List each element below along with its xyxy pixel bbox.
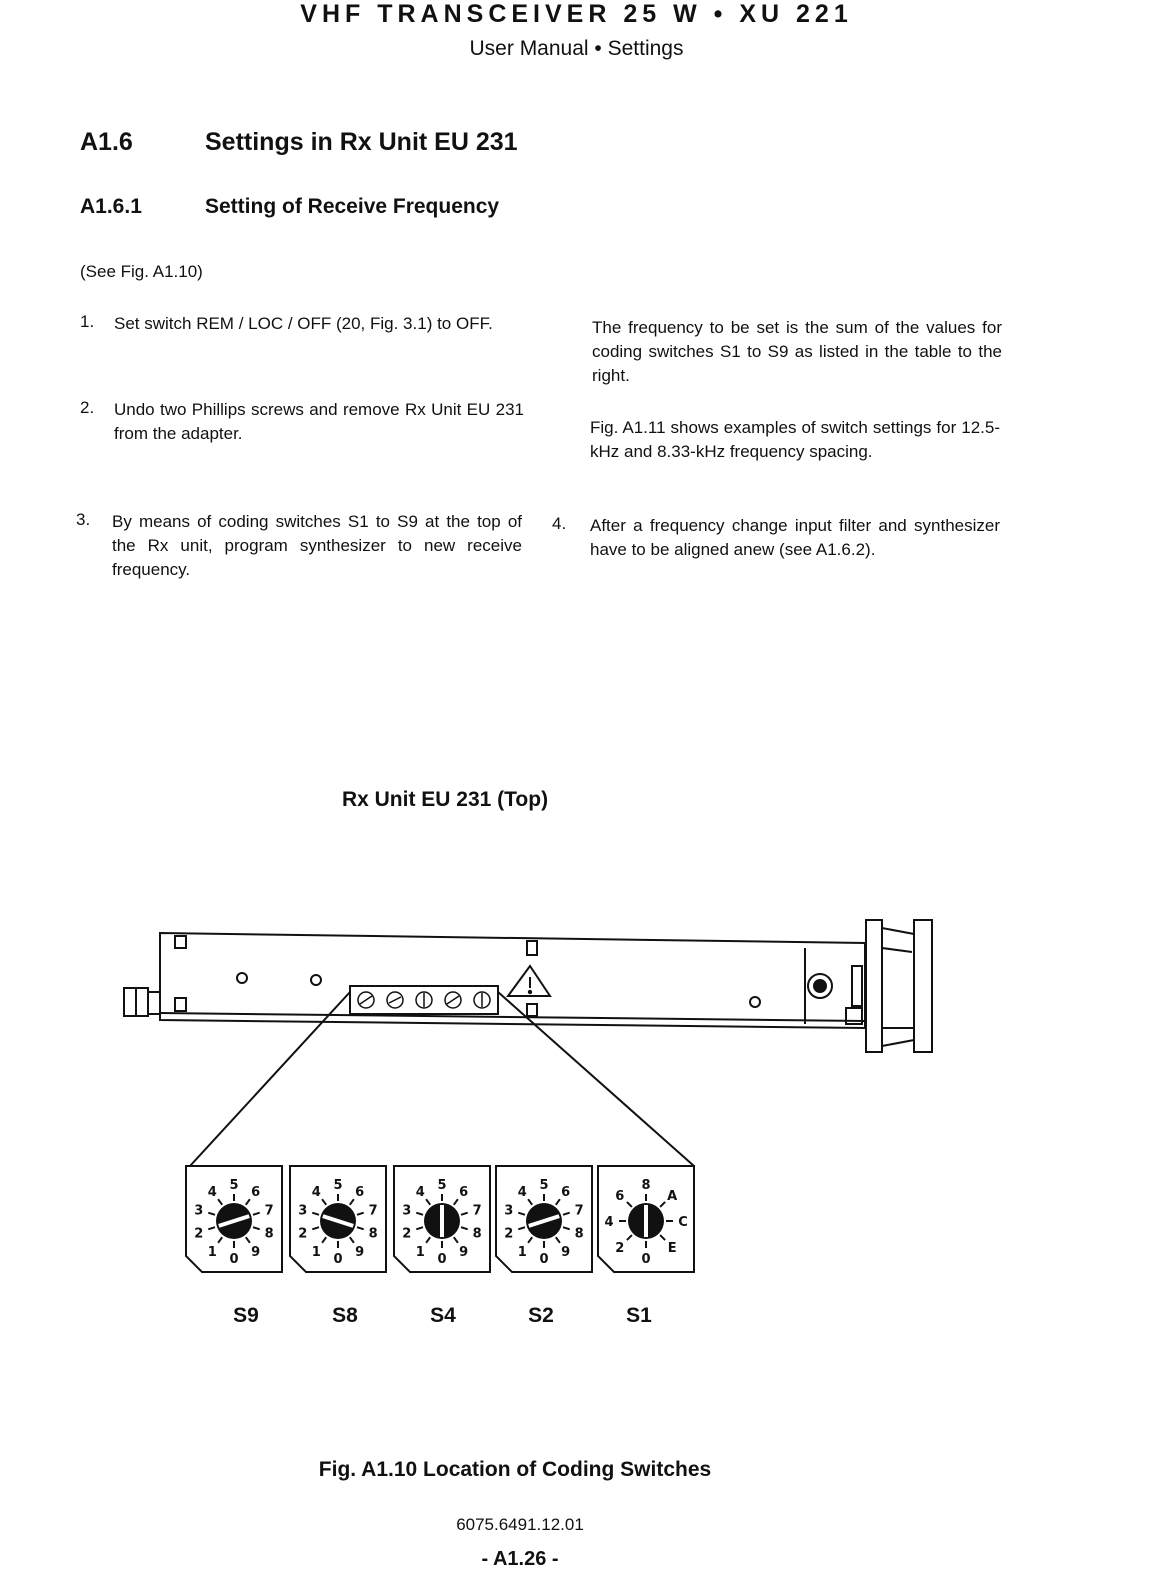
switch-digit: 0 <box>333 1252 343 1267</box>
switch-digit: 7 <box>574 1203 584 1219</box>
step-1-number: 1. <box>80 312 95 331</box>
switch-tick <box>518 1227 525 1229</box>
switch-digit: 0 <box>437 1252 447 1267</box>
switch-tick <box>208 1227 215 1229</box>
switch-digit: 2 <box>402 1226 412 1242</box>
switch-tick <box>253 1213 260 1215</box>
switch-tick <box>218 1237 222 1243</box>
switch-digit: 6 <box>561 1185 571 1201</box>
switch-label-s4: S4 <box>430 1304 456 1327</box>
switch-digit: 3 <box>402 1203 412 1219</box>
switch-tick <box>556 1199 560 1205</box>
switch-digit: 9 <box>355 1244 365 1260</box>
switch-label-s9: S9 <box>233 1304 259 1327</box>
step-3-text: By means of coding switches S1 to S9 at the top of the Rx unit, program synthesizer to new receive frequency. <box>112 512 522 579</box>
switch-digit: 3 <box>298 1203 308 1219</box>
switch-digit: 0 <box>229 1252 239 1267</box>
figure-caption: Fig. A1.10 Location of Coding Switches <box>318 1458 712 1481</box>
switch-digit: E <box>667 1241 677 1257</box>
switch-digit: 5 <box>333 1178 343 1193</box>
switch-digit: 1 <box>517 1244 527 1260</box>
switch-digit: 9 <box>561 1244 571 1260</box>
section-title: Settings in Rx Unit EU 231 <box>205 128 518 156</box>
switch-tick <box>253 1227 260 1229</box>
section-number: A1.6 <box>80 128 133 156</box>
switch-tick <box>416 1227 423 1229</box>
switch-tick <box>454 1199 458 1205</box>
switch-s8 <box>290 1166 386 1272</box>
switch-digit: 5 <box>539 1178 549 1193</box>
switch-digit: 4 <box>311 1185 321 1201</box>
switch-digit: 5 <box>437 1178 447 1193</box>
switch-tick <box>461 1227 468 1229</box>
switch-s2 <box>496 1166 592 1272</box>
switch-digit: 5 <box>229 1178 239 1193</box>
switch-digit: 4 <box>604 1215 614 1230</box>
document-title: VHF TRANSCEIVER 25 W • XU 221 <box>300 0 853 28</box>
switch-tick <box>528 1199 532 1205</box>
switch-digit: 8 <box>472 1226 482 1242</box>
switch-digit: 4 <box>207 1185 217 1201</box>
switch-digit: 4 <box>517 1185 527 1201</box>
switch-tick <box>246 1237 250 1243</box>
document-subtitle: User Manual • Settings <box>469 37 684 60</box>
switch-digit: 0 <box>641 1252 651 1267</box>
figure-reference: (See Fig. A1.10) <box>80 262 203 281</box>
switch-s1 <box>598 1166 694 1272</box>
switch-digit: 9 <box>459 1244 469 1260</box>
switch-tick <box>563 1213 570 1215</box>
switch-digit: 6 <box>251 1185 261 1201</box>
switch-digit: 6 <box>615 1188 625 1204</box>
switch-tick <box>660 1235 665 1240</box>
switch-digit: 2 <box>298 1226 308 1242</box>
switch-digit: 8 <box>574 1226 584 1242</box>
subsection-title: Setting of Receive Frequency <box>205 195 500 218</box>
switch-tick <box>246 1199 250 1205</box>
switch-digit: 8 <box>641 1178 651 1193</box>
document-number: 6075.6491.12.01 <box>456 1515 584 1534</box>
switch-digit: 0 <box>539 1252 549 1267</box>
switch-tick <box>357 1227 364 1229</box>
switch-digit: 8 <box>368 1226 378 1242</box>
switch-digit: 6 <box>355 1185 365 1201</box>
switch-digit: 1 <box>311 1244 321 1260</box>
switch-tick <box>556 1237 560 1243</box>
switch-digit: 7 <box>264 1203 274 1219</box>
switch-digit: 2 <box>615 1241 625 1257</box>
figure-title: Rx Unit EU 231 (Top) <box>341 788 549 811</box>
note-frequency-sum: The frequency to be set is the sum of the values for coding switches S1 to S9 as listed in the table to the right. <box>592 318 1002 385</box>
switch-digit: 6 <box>459 1185 469 1201</box>
page-number: - A1.26 - <box>481 1548 559 1570</box>
switch-tick <box>350 1237 354 1243</box>
switch-digit: 3 <box>504 1203 514 1219</box>
switch-digit: A <box>667 1188 678 1204</box>
switch-tick <box>312 1227 319 1229</box>
switch-tick <box>357 1213 364 1215</box>
switch-tick <box>528 1237 532 1243</box>
switch-tick <box>218 1199 222 1205</box>
switch-tick <box>461 1213 468 1215</box>
switch-tick <box>426 1199 430 1205</box>
switch-digit: 4 <box>415 1185 425 1201</box>
switch-tick <box>322 1199 326 1205</box>
switch-tick <box>322 1237 326 1243</box>
switch-label-s8: S8 <box>332 1304 358 1327</box>
switch-tick <box>518 1213 525 1215</box>
switch-tick <box>563 1227 570 1229</box>
step-1-text: Set switch REM / LOC / OFF (20, Fig. 3.1) to OFF. <box>114 314 493 333</box>
switch-digit: 8 <box>264 1226 274 1242</box>
subsection-number: A1.6.1 <box>80 195 142 218</box>
switch-tick <box>416 1213 423 1215</box>
note-switch-examples: Fig. A1.11 shows examples of switch settings for 12.5-kHz and 8.33-kHz frequency spacing. <box>590 418 1000 461</box>
step-4-text: After a frequency change input filter and synthesizer have to be aligned anew (see A1.6.2). <box>590 516 1000 559</box>
step-2-number: 2. <box>80 398 95 417</box>
switch-digit: C <box>678 1215 688 1230</box>
switch-tick <box>208 1213 215 1215</box>
switch-tick <box>660 1202 665 1207</box>
switch-digit: 1 <box>415 1244 425 1260</box>
switch-digit: 7 <box>472 1203 482 1219</box>
step-4-number: 4. <box>552 514 567 533</box>
switch-digit: 9 <box>251 1244 261 1260</box>
switch-digit: 2 <box>194 1226 204 1242</box>
switch-tick <box>627 1235 632 1240</box>
switch-label-s2: S2 <box>528 1304 554 1327</box>
switch-tick <box>454 1237 458 1243</box>
step-2-text: Undo two Phillips screws and remove Rx Unit EU 231 from the adapter. <box>114 400 524 443</box>
switch-s9 <box>186 1166 282 1272</box>
switch-tick <box>426 1237 430 1243</box>
step-3-number: 3. <box>76 510 91 529</box>
switch-tick <box>350 1199 354 1205</box>
switch-digit: 1 <box>207 1244 217 1260</box>
switch-digit: 3 <box>194 1203 204 1219</box>
switch-tick <box>627 1202 632 1207</box>
switch-digit: 2 <box>504 1226 514 1242</box>
switch-tick <box>312 1213 319 1215</box>
coding-switches <box>0 1160 1153 1280</box>
switch-label-s1: S1 <box>626 1304 652 1327</box>
switch-s4 <box>394 1166 490 1272</box>
switch-digit: 7 <box>368 1203 378 1219</box>
